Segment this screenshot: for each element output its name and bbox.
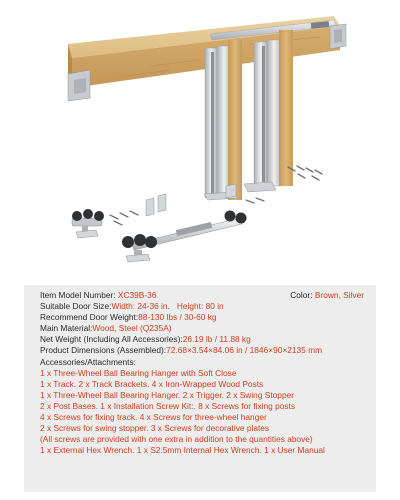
model-value: XC39B-36 — [117, 290, 157, 300]
track-bracket-right — [330, 24, 346, 49]
door-height: Height: 80 in — [176, 301, 224, 312]
net-weight-label: Net Weight (Including All Accessories): — [40, 334, 183, 345]
track-bracket-left — [68, 70, 90, 101]
model-label: Item Model Number: — [40, 290, 118, 300]
dimensions-label: Product Dimensions (Assembled): — [40, 345, 167, 356]
accessory-line: 4 x Screws for fixing track. 4 x Screws for three-wheel hanger — [40, 412, 267, 423]
accessory-line: 2 x Screws for swing stopper. 3 x Screws for decorative plates — [40, 423, 270, 434]
dimensions-value: 72.68×3.54×84.06 in / 1846×90×2135 mm — [166, 345, 323, 356]
material-value: Wood, Steel (Q235A) — [92, 323, 172, 334]
accessory-line: 1 x Three-Wheel Ball Bearing Hanger with Soft Close — [40, 367, 237, 378]
soft-close-hanger — [122, 211, 247, 263]
door-weight-row — [40, 312, 370, 323]
door-width: Width: 24-36 in. — [111, 301, 170, 312]
post-1 — [205, 46, 231, 198]
door-size-row — [40, 301, 370, 312]
door-weight-value: 88-130 lbs / 30-60 kg — [138, 312, 217, 323]
accessory-line: 1 x External Hex Wrench. 1 x S2.5mm Internal Hex Wrench. 1 x User Manual — [40, 445, 325, 456]
accessory-line: 1 x Track. 2 x Track Brackets. 4 x Iron-Wrapped Wood Posts — [40, 378, 264, 389]
material-row — [40, 323, 370, 334]
accessory-line: 1 x Three-Wheel Ball Bearing Hanger. 2 x Trigger. 2 x Swing Stopper — [40, 389, 294, 400]
post-4 — [279, 30, 293, 186]
material-label: Main Material: — [40, 323, 93, 334]
color-label: Color: — [290, 290, 315, 300]
accessories-heading: Accessories/Attachments: — [40, 356, 136, 367]
accessory-line: (All screws are provided with one extra in addition to the quantities above) — [40, 434, 313, 445]
color-value: Brown, Silver — [314, 290, 364, 300]
model-row — [40, 290, 370, 301]
post-3 — [254, 40, 281, 186]
door-weight-label: Recommend Door Weight: — [40, 312, 139, 323]
post-2 — [228, 40, 242, 200]
net-weight-row — [40, 334, 370, 345]
accessory-line: 2 x Post Bases. 1 x Installation Screw Kit:. 8 x Screws for fixing posts — [40, 400, 296, 411]
three-wheel-hanger — [72, 209, 104, 238]
specifications-panel — [24, 285, 376, 492]
dimensions-row — [40, 345, 370, 356]
door-size-label: Suitable Door Size: — [40, 301, 112, 312]
net-weight-value: 26.19 lb / 11.88 kg — [182, 334, 251, 345]
